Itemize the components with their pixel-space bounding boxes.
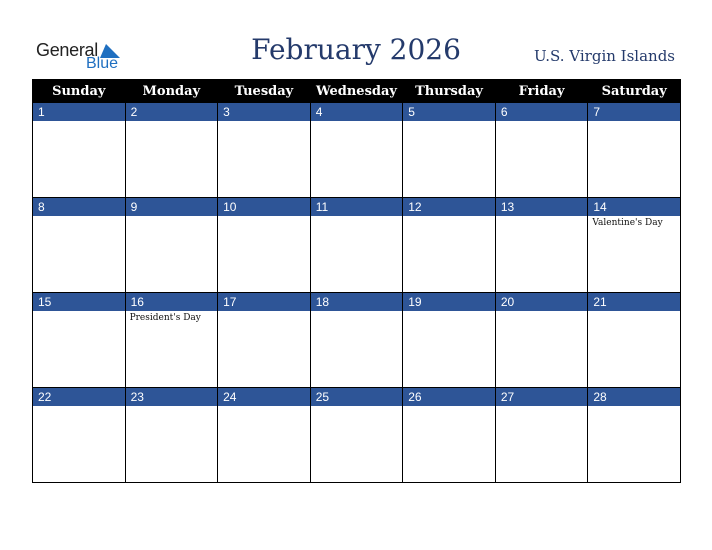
weekday-header-row <box>33 80 681 103</box>
day-number: 15 <box>33 293 125 311</box>
day-number: 24 <box>218 388 310 406</box>
day-number: 8 <box>33 198 125 216</box>
day-cell <box>33 293 126 388</box>
day-number: 7 <box>588 103 680 121</box>
weekday-header: Saturday <box>588 80 681 103</box>
day-cell <box>588 293 681 388</box>
weekday-header: Friday <box>495 80 588 103</box>
calendar-grid <box>32 79 681 483</box>
week-row <box>33 103 681 198</box>
day-cell <box>310 198 403 293</box>
day-cell <box>588 103 681 198</box>
day-number: 1 <box>33 103 125 121</box>
day-number: 11 <box>311 198 403 216</box>
day-number: 25 <box>311 388 403 406</box>
day-number: 22 <box>33 388 125 406</box>
day-number: 28 <box>588 388 680 406</box>
week-row <box>33 388 681 483</box>
week-row <box>33 198 681 293</box>
day-cell <box>218 103 311 198</box>
weekday-header: Thursday <box>403 80 496 103</box>
day-cell <box>310 103 403 198</box>
day-cell <box>403 103 496 198</box>
day-cell <box>495 293 588 388</box>
day-cell <box>125 103 218 198</box>
country-label: U.S. Virgin Islands <box>534 47 675 65</box>
day-cell <box>310 293 403 388</box>
day-cell <box>218 198 311 293</box>
day-number: 18 <box>311 293 403 311</box>
day-cell <box>310 388 403 483</box>
logo-blue-text: Blue <box>86 55 119 72</box>
day-number: 2 <box>126 103 218 121</box>
page-title: February 2026 <box>251 33 461 66</box>
week-row <box>33 293 681 388</box>
day-cell <box>495 388 588 483</box>
day-cell <box>403 388 496 483</box>
weekday-header: Monday <box>125 80 218 103</box>
day-cell <box>403 198 496 293</box>
day-number: 14 <box>588 198 680 216</box>
day-cell <box>125 293 218 388</box>
weekday-header: Sunday <box>33 80 126 103</box>
day-number: 20 <box>496 293 588 311</box>
day-cell <box>218 293 311 388</box>
holiday-label: President's Day <box>129 313 201 323</box>
day-cell <box>588 198 681 293</box>
day-number: 26 <box>403 388 495 406</box>
day-number: 27 <box>496 388 588 406</box>
day-number: 10 <box>218 198 310 216</box>
day-cell <box>33 388 126 483</box>
day-number: 16 <box>126 293 218 311</box>
day-number: 23 <box>126 388 218 406</box>
day-cell <box>33 198 126 293</box>
weekday-header: Wednesday <box>310 80 403 103</box>
weekday-header: Tuesday <box>218 80 311 103</box>
day-cell <box>588 388 681 483</box>
day-number: 12 <box>403 198 495 216</box>
day-number: 19 <box>403 293 495 311</box>
holiday-label: Valentine's Day <box>592 218 663 228</box>
day-number: 21 <box>588 293 680 311</box>
day-number: 17 <box>218 293 310 311</box>
day-number: 13 <box>496 198 588 216</box>
logo-general-text: General <box>36 40 98 60</box>
day-cell <box>403 293 496 388</box>
day-cell <box>125 388 218 483</box>
day-number: 3 <box>218 103 310 121</box>
day-cell <box>495 103 588 198</box>
day-number: 5 <box>403 103 495 121</box>
day-cell <box>218 388 311 483</box>
day-cell <box>33 103 126 198</box>
day-cell <box>125 198 218 293</box>
day-number: 6 <box>496 103 588 121</box>
day-number: 9 <box>126 198 218 216</box>
day-cell <box>495 198 588 293</box>
day-number: 4 <box>311 103 403 121</box>
